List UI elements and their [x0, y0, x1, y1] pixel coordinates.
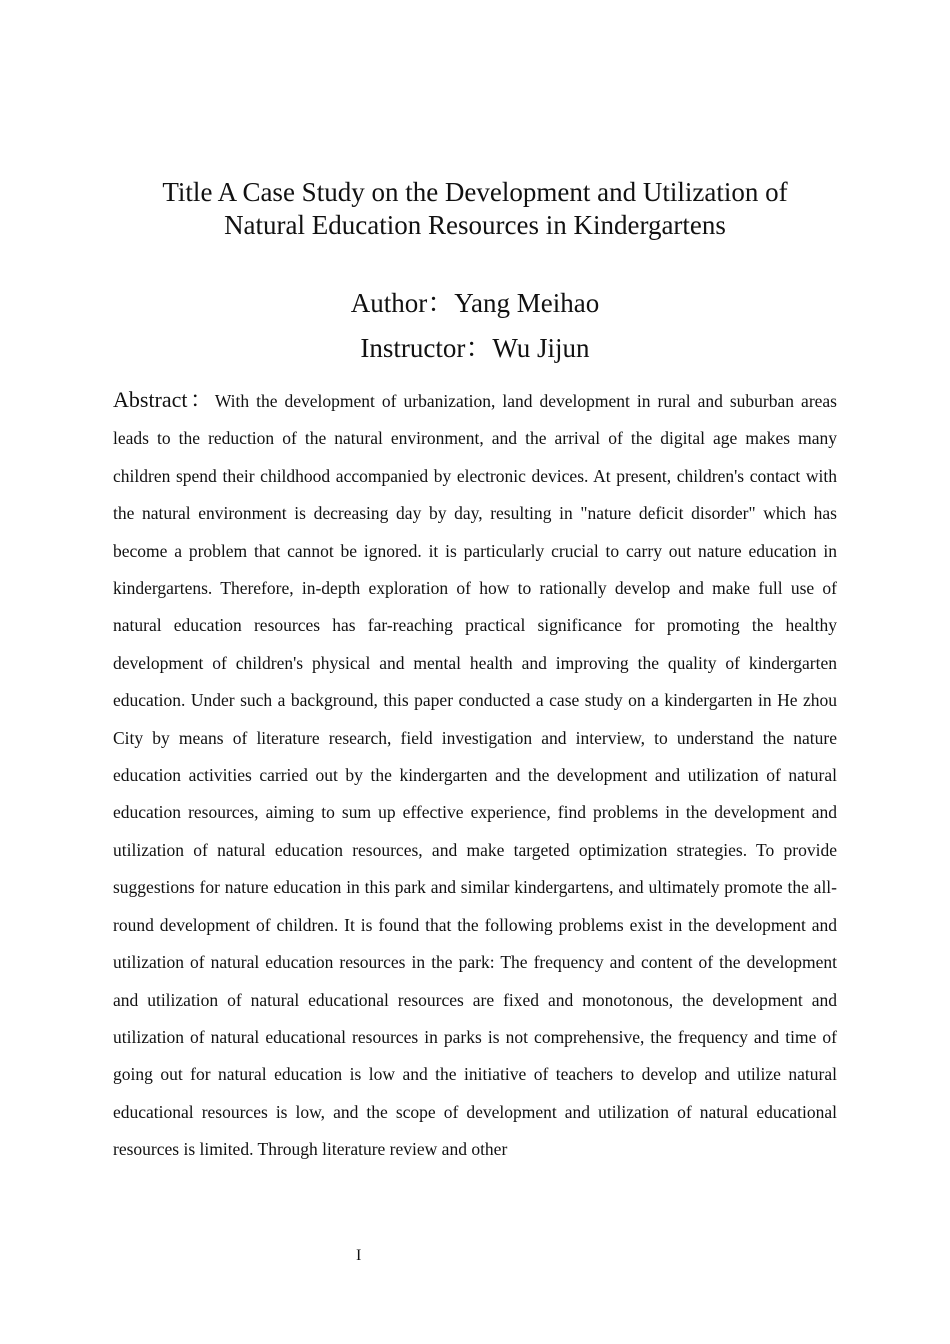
- instructor-line: [113, 331, 837, 365]
- author-label: Author：: [350, 288, 455, 318]
- title-line-1: Title A Case Study on the Development and Utilization of: [162, 177, 788, 207]
- instructor-name: Wu Jijun: [492, 333, 590, 363]
- abstract-label: Abstract：: [113, 387, 215, 412]
- abstract-section: [113, 381, 837, 1169]
- title-line-2: Natural Education Resources in Kindergartens: [224, 210, 726, 240]
- paper-title: [113, 176, 837, 242]
- author-name: Yang Meihao: [454, 288, 600, 318]
- author-line: [113, 286, 837, 320]
- abstract-body: areas leads to the reduction of the natural environment, and the arrival of the digital age makes many children spend their childhood accompanied by electronic devices. At present, children's contact with the natural environment is decreasing day by day, resulting in "nature deficit disorder" which has become a problem that cannot be ignored. it is particularly crucial to carry out nature education in kindergartens. Therefore, in-depth exploration of how to rationally develop and make full use of natural education resources has far-reaching practical significance for promoting the healthy development of children's physical and mental health and improving the quality of kindergarten education. Under such a background, this paper conducted a case study on a kindergarten in He zhou City by means of literature research, field investigation and interview, to understand the nature education activities carried out by the kindergarten and the development and utilization of natural education resources, aiming to sum up effective experience, find problems in the development and utilization of natural education resources, and make targeted optimization strategies. To provide suggestions for nature education in this park and similar kindergartens, and ultimately promote the all-round development of children. It is found that the following problems exist in the development and utilization of natural education resources in the park: The frequency and content of the development and utilization of natural educational resources are fixed and monotonous, the development and utilization of natural educational resources in parks is not comprehensive, the frequency and time of going out for natural education is low and the initiative of teachers to develop and utilize natural educational resources is low, and the scope of development and utilization of natural educational resources is limited. Through literature review and other: [113, 391, 837, 1160]
- instructor-label: Instructor：: [360, 333, 493, 363]
- page-number: I: [356, 1247, 362, 1264]
- abstract-first-line: With the development of urbanization, land development in rural and suburban: [214, 391, 795, 411]
